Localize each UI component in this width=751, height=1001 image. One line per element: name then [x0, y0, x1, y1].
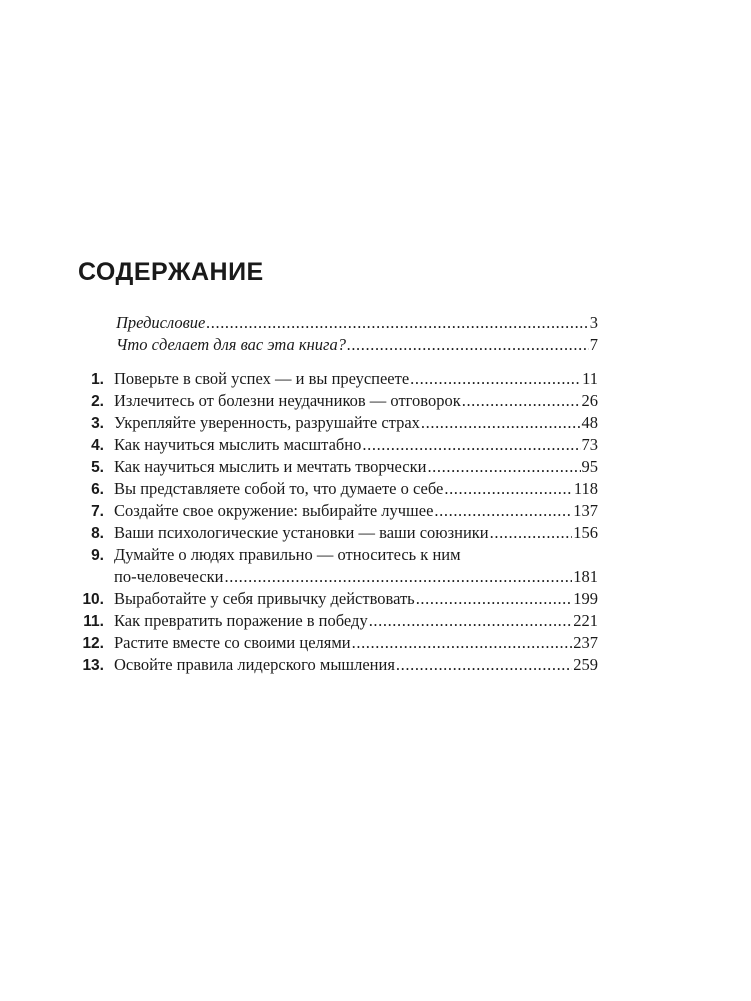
dot-leader [352, 632, 573, 654]
entry-page: 118 [573, 479, 598, 498]
toc-entry-preface [78, 312, 598, 334]
entry-title: Что сделает для вас эта книга? [116, 335, 346, 354]
chapter-number: 3. [91, 415, 104, 432]
entry-title: Ваши психологические установки — ваши союзники [114, 523, 489, 542]
table-of-contents [78, 312, 598, 676]
dot-leader [225, 566, 573, 588]
dot-leader [369, 610, 573, 632]
entry-page: 95 [581, 457, 598, 476]
entry-page: 221 [573, 611, 598, 630]
entry-page: 181 [573, 567, 598, 586]
toc-entry-chapter-12 [78, 632, 598, 654]
chapter-number: 11. [83, 613, 104, 630]
toc-entry-chapter-5 [78, 456, 598, 478]
dot-leader [347, 334, 589, 356]
entry-page: 156 [573, 523, 598, 542]
entry-page: 137 [573, 501, 598, 520]
entry-page: 11 [582, 369, 598, 388]
entry-title: Выработайте у себя привычку действовать [114, 589, 415, 608]
entry-title: Как научиться мыслить масштабно [114, 435, 362, 454]
entry-page: 26 [581, 391, 598, 410]
dot-leader [444, 478, 573, 500]
entry-title: Думайте о людях правильно — относитесь к ним [114, 545, 461, 564]
entry-title: Растите вместе со своими целями [114, 633, 351, 652]
chapter-number: 6. [91, 481, 104, 498]
dot-leader [362, 434, 580, 456]
entry-title: Как научиться мыслить и мечтать творчески [114, 457, 427, 476]
entry-title: Как превратить поражение в победу [114, 611, 368, 630]
entry-title-continued: по-человечески [114, 567, 224, 586]
entry-page: 199 [573, 589, 598, 608]
entry-page: 73 [581, 435, 598, 454]
entry-title: Вы представляете собой то, что думаете о себе [114, 479, 444, 498]
entry-title: Поверьте в свой успех — и вы преуспеете [114, 369, 410, 388]
entry-title: Излечитесь от болезни неудачников — отговорок [114, 391, 461, 410]
entry-title: Укрепляйте уверенность, разрушайте страх [114, 413, 420, 432]
entry-page: 259 [573, 655, 598, 674]
dot-leader [421, 412, 581, 434]
page-title: СОДЕРЖАНИЕ [78, 258, 264, 286]
chapter-number: 8. [91, 525, 104, 542]
entry-title: Создайте свое окружение: выбирайте лучшее [114, 501, 434, 520]
entry-title: Освойте правила лидерского мышления [114, 655, 395, 674]
dot-leader [416, 588, 573, 610]
chapter-number: 2. [91, 393, 104, 410]
chapter-number: 1. [91, 371, 104, 388]
entry-page: 237 [573, 633, 598, 652]
dot-leader [427, 456, 580, 478]
entry-page: 48 [581, 413, 598, 432]
dot-leader [434, 500, 572, 522]
toc-entry-chapter-6 [78, 478, 598, 500]
dot-leader [206, 312, 588, 334]
toc-entry-what-book-does [78, 334, 598, 356]
chapter-number: 4. [91, 437, 104, 454]
toc-entry-chapter-7 [78, 500, 598, 522]
toc-entry-chapter-2 [78, 390, 598, 412]
dot-leader [490, 522, 573, 544]
toc-entry-chapter-1 [78, 368, 598, 390]
toc-entry-chapter-8 [78, 522, 598, 544]
toc-entry-chapter-11 [78, 610, 598, 632]
toc-entry-chapter-4 [78, 434, 598, 456]
dot-leader [396, 654, 572, 676]
chapter-number: 5. [91, 459, 104, 476]
chapter-number: 12. [82, 635, 104, 652]
toc-entry-chapter-9-continued [78, 566, 598, 588]
entry-page: 7 [589, 335, 598, 354]
toc-entry-chapter-3 [78, 412, 598, 434]
chapter-number: 13. [82, 657, 104, 674]
entry-page: 3 [589, 313, 598, 332]
dot-leader [410, 368, 581, 390]
chapter-number: 10. [82, 591, 104, 608]
dot-leader [462, 390, 581, 412]
toc-entry-chapter-10 [78, 588, 598, 610]
toc-entry-chapter-9 [78, 544, 598, 566]
chapter-number: 9. [91, 547, 104, 564]
toc-entry-chapter-13 [78, 654, 598, 676]
entry-title: Предисловие [116, 313, 206, 332]
chapter-number: 7. [91, 503, 104, 520]
